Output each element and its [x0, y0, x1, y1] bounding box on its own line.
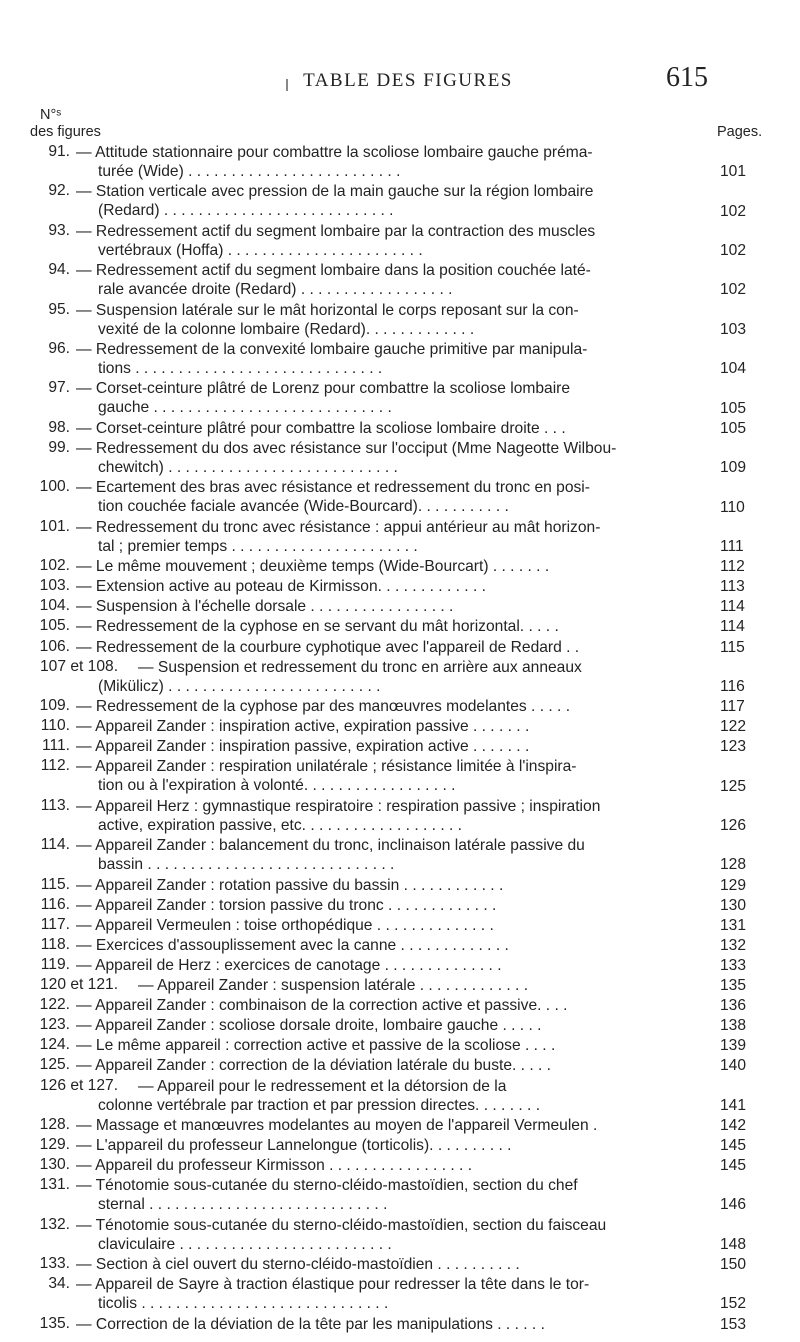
figure-caption [76, 996, 706, 1015]
caption-line: turée (Wide) . . . . . . . . . . . . . . . . . . . . . . . . . [98, 163, 401, 180]
figure-page-number: 128 [720, 856, 747, 874]
caption-line: — Le même mouvement ; deuxième temps (Wide-Bourcart) . . . . . . . [76, 558, 550, 576]
figure-page-number: 114 [720, 598, 745, 616]
caption-line: tion ou à l'expiration à volonté. . . . . . . . . . . . . . . . . . [98, 777, 456, 795]
figure-page-number: 152 [720, 1295, 747, 1313]
figure-page-number: 150 [720, 1256, 747, 1273]
figure-page-number: 102 [720, 242, 747, 260]
caption-line: — L'appareil du professeur Lannelongue (torticolis). . . . . . . . . . [76, 1137, 512, 1154]
figure-page-number: 105 [720, 399, 747, 417]
caption-line: — Redressement de la cyphose par des manœuvres modelantes . . . . . [76, 698, 571, 715]
figure-page-number: 148 [720, 1235, 747, 1253]
figure-page-number: 131 [720, 916, 747, 934]
figure-number: 123. [39, 1016, 70, 1034]
figure-page-number: 138 [720, 1017, 747, 1035]
caption-line: — Redressement de la courbure cyphotique avec l'appareil de Redard . . [76, 638, 580, 656]
caption-line: vexité de la colonne lombaire (Redard). . . . . . . . . . . . . [98, 320, 475, 338]
figure-number: 91. [48, 143, 70, 160]
figure-page-number: 117 [720, 698, 745, 715]
caption-line: (Redard) . . . . . . . . . . . . . . . . . . . . . . . . . . . [98, 202, 394, 220]
caption-line: — Appareil de Herz : exercices de canotage . . . . . . . . . . . . . . [76, 956, 502, 974]
figure-caption [76, 1136, 706, 1155]
caption-line: tion couchée faciale avancée (Wide-Bourcard). . . . . . . . . . . [98, 498, 509, 516]
figure-page-number: 110 [720, 498, 745, 516]
figure-number: 111. [41, 737, 70, 755]
caption-line: gauche . . . . . . . . . . . . . . . . . . . . . . . . . . . . [98, 399, 392, 417]
figure-caption [76, 557, 706, 576]
figure-caption [76, 697, 706, 716]
figure-number: 130. [39, 1156, 70, 1174]
figure-page-number: 141 [720, 1096, 747, 1114]
figure-caption [76, 1036, 706, 1055]
caption-line: (Mikülicz) . . . . . . . . . . . . . . . . . . . . . . . . . [98, 677, 381, 695]
figure-caption [76, 222, 706, 260]
figure-number: 131. [39, 1176, 70, 1194]
figure-caption [76, 1077, 706, 1115]
caption-line: — Ténotomie sous-cutanée du sterno-cléido-mastoïdien, section du faisceau [76, 1216, 607, 1234]
figure-caption [76, 1315, 706, 1334]
caption-line: sternal . . . . . . . . . . . . . . . . . . . . . . . . . . . . [98, 1196, 388, 1214]
caption-line: — Appareil Herz : gymnastique respiratoire : respiration passive ; inspiration [76, 797, 601, 815]
caption-line: — Corset-ceinture plâtré de Lorenz pour combattre la scoliose lombaire [76, 380, 571, 398]
caption-line: — Redressement de la convexité lombaire gauche primitive par manipula- [76, 341, 588, 358]
figure-page-number: 140 [720, 1057, 747, 1075]
figure-number: 94. [48, 261, 70, 279]
figure-number: 115. [40, 875, 70, 893]
figure-number: 102. [39, 557, 70, 575]
figure-caption [76, 836, 706, 874]
caption-line: ticolis . . . . . . . . . . . . . . . . . . . . . . . . . . . . . [98, 1295, 389, 1313]
figure-page-number: 142 [720, 1116, 747, 1134]
figure-number: 106. [39, 637, 70, 655]
figure-page-number: 146 [720, 1196, 747, 1214]
caption-line: — Redressement de la cyphose en se servant du mât horizontal. . . . . [76, 618, 559, 636]
caption-line: rale avancée droite (Redard) . . . . . . . . . . . . . . . . . . [98, 281, 453, 299]
figure-page-number: 153 [720, 1315, 747, 1333]
figure-caption [76, 717, 706, 736]
column-label-numbers: N°ˢ [40, 107, 62, 123]
figure-caption [76, 976, 706, 995]
caption-line: bassin . . . . . . . . . . . . . . . . . . . . . . . . . . . . . [98, 856, 395, 874]
caption-line: — Appareil du professeur Kirmisson . . . . . . . . . . . . . . . . . [76, 1157, 473, 1175]
figure-caption [76, 956, 706, 975]
caption-line: — Correction de la déviation de la tête par les manipulations . . . . . . [76, 1315, 545, 1333]
figure-number: 126 et 127. [40, 1076, 119, 1094]
caption-line: active, expiration passive, etc. . . . . . . . . . . . . . . . . . . [98, 816, 462, 834]
caption-line: — Appareil Zander : inspiration passive, expiration active . . . . . . . [76, 738, 530, 756]
figure-number: 128. [39, 1115, 70, 1133]
caption-line: — Suspension latérale sur le mât horizontal le corps reposant sur la con- [76, 301, 579, 319]
caption-line: — Appareil Zander : correction de la déviation latérale du buste. . . . . [76, 1057, 552, 1075]
figure-caption [76, 1255, 706, 1274]
figure-number: 114. [40, 836, 70, 854]
caption-line: — Extension active au poteau de Kirmisson. . . . . . . . . . . . . [76, 578, 486, 596]
figure-caption [76, 340, 706, 378]
figure-page-number: 125 [720, 777, 747, 795]
caption-line: vertébraux (Hoffa) . . . . . . . . . . . . . . . . . . . . . . . [98, 241, 423, 259]
figure-number: 117. [40, 915, 70, 933]
figure-number: 113. [40, 796, 70, 814]
caption-line: colonne vertébrale par traction et par pression directes. . . . . . . . [98, 1096, 541, 1114]
figure-number: 95. [48, 300, 70, 318]
caption-line: claviculaire . . . . . . . . . . . . . . . . . . . . . . . . . [98, 1235, 392, 1253]
caption-line: — Appareil Zander : rotation passive du bassin . . . . . . . . . . . . [76, 876, 504, 894]
caption-line: — Section à ciel ouvert du sterno-cléido-mastoïdien . . . . . . . . . . [76, 1256, 520, 1273]
figure-caption [76, 896, 706, 915]
caption-line: — Appareil Zander : balancement du tronc, inclinaison latérale passive du [76, 837, 585, 855]
caption-line: — Suspension à l'échelle dorsale . . . . . . . . . . . . . . . . . [76, 598, 454, 616]
figure-caption [76, 1116, 706, 1135]
figure-number: 93. [48, 221, 70, 239]
figure-page-number: 133 [720, 956, 747, 974]
caption-line: — Ténotomie sous-cutanée du sterno-cléido-mastoïdien, section du chef [76, 1177, 578, 1195]
caption-line: — Redressement actif du segment lombaire dans la position couchée laté- [76, 262, 591, 280]
figure-page-number: 101 [720, 163, 747, 181]
figure-number: 124. [39, 1036, 70, 1054]
caption-line: — Corset-ceinture plâtré pour combattre la scoliose lombaire droite . . . [76, 419, 566, 437]
figure-number: 132. [39, 1215, 70, 1233]
caption-line: — Appareil Zander : inspiration active, expiration passive . . . . . . . [76, 718, 530, 736]
caption-line: — Appareil pour le redressement et la détorsion de la [138, 1077, 507, 1095]
figure-caption [76, 419, 706, 438]
figure-caption [76, 1176, 706, 1214]
figure-caption [76, 577, 706, 596]
figure-page-number: 145 [720, 1137, 747, 1154]
figure-number: 109. [39, 697, 70, 714]
figure-number: 104. [39, 597, 70, 615]
caption-line: chewitch) . . . . . . . . . . . . . . . . . . . . . . . . . . . [98, 458, 398, 476]
figure-number: 103. [39, 577, 70, 595]
figure-page-number: 109 [720, 459, 747, 477]
figure-caption [76, 597, 706, 616]
figure-page-number: 123 [720, 738, 747, 756]
figure-caption [76, 617, 706, 636]
figure-caption [76, 916, 706, 935]
caption-line: — Redressement du dos avec résistance sur l'occiput (Mme Nageotte Wilbou- [76, 439, 617, 457]
figure-page-number: 105 [720, 419, 747, 437]
figure-page-number: 135 [720, 977, 747, 994]
figure-page-number: 126 [720, 816, 747, 834]
figure-caption [76, 658, 706, 696]
caption-line: — Appareil Zander : scoliose dorsale droite, lombaire gauche . . . . . [76, 1017, 542, 1035]
figure-caption [76, 301, 706, 339]
figure-page-number: 145 [720, 1157, 747, 1175]
figure-caption [76, 261, 706, 299]
figure-caption [76, 379, 706, 417]
figure-caption [76, 1275, 706, 1313]
figure-page-number: 111 [720, 537, 744, 555]
figure-number: 34. [48, 1275, 70, 1293]
caption-line: — Appareil Zander : suspension latérale . . . . . . . . . . . . . [138, 977, 529, 994]
caption-line: — Exercices d'assouplissement avec la canne . . . . . . . . . . . . . [76, 936, 509, 954]
caption-line: tions . . . . . . . . . . . . . . . . . . . . . . . . . . . . . [98, 360, 383, 377]
figure-number: 116. [40, 895, 70, 913]
figure-number: 135. [39, 1314, 70, 1332]
figure-caption [76, 876, 706, 895]
caption-line: — Station verticale avec pression de la main gauche sur la région lombaire [76, 183, 594, 201]
figure-caption [76, 1056, 706, 1075]
figure-number: 119. [40, 955, 70, 973]
figure-caption [76, 1156, 706, 1175]
figure-page-number: 114 [720, 618, 745, 636]
figure-number: 125. [39, 1056, 70, 1074]
figure-page-number: 102 [720, 202, 747, 220]
column-label-pages: Pages. [717, 124, 763, 140]
figure-number: 122. [39, 996, 70, 1014]
figure-page-number: 132 [720, 936, 747, 954]
figure-caption [76, 1216, 706, 1254]
figure-caption [76, 757, 706, 795]
figure-number: 101. [39, 517, 70, 535]
figure-number: 99. [48, 438, 70, 456]
figure-page-number: 102 [720, 281, 747, 299]
figure-caption [76, 936, 706, 955]
figure-page-number: 103 [720, 320, 747, 338]
figure-page-number: 113 [720, 578, 745, 596]
figure-number: 92. [48, 182, 70, 200]
figure-page-number: 115 [720, 638, 745, 656]
figure-caption [76, 518, 706, 556]
figure-caption [76, 1016, 706, 1035]
figure-number: 97. [48, 379, 70, 397]
caption-line: — Appareil Zander : combinaison de la correction active et passive. . . . [76, 997, 568, 1015]
figure-caption [76, 182, 706, 220]
caption-line: — Le même appareil : correction active et passive de la scoliose . . . . [76, 1037, 556, 1055]
figure-number: 133. [39, 1255, 70, 1272]
caption-line: — Appareil Zander : torsion passive du tronc . . . . . . . . . . . . . [76, 896, 497, 914]
caption-line: — Redressement actif du segment lombaire par la contraction des muscles [76, 222, 596, 240]
figure-page-number: 139 [720, 1037, 747, 1055]
caption-line: — Redressement du tronc avec résistance : appui antérieur au mât horizon- [76, 518, 601, 536]
figure-number: 98. [48, 418, 70, 436]
figure-number: 105. [39, 617, 70, 635]
figure-number: 100. [39, 478, 70, 496]
figure-page-number: 104 [720, 360, 747, 378]
caption-line: — Suspension et redressement du tronc en arrière aux anneaux [138, 658, 582, 676]
figure-caption [76, 797, 706, 835]
figure-number: 110. [40, 717, 70, 735]
page-title: TABLE DES FIGURES [303, 70, 513, 91]
caption-line: — Attitude stationnaire pour combattre la scoliose lombaire gauche préma- [76, 144, 593, 161]
figure-page-number: 130 [720, 896, 747, 914]
figure-page-number: 136 [720, 997, 747, 1015]
caption-line: tal ; premier temps . . . . . . . . . . . . . . . . . . . . . . [98, 537, 418, 555]
page-number: 615 [666, 62, 708, 93]
figure-number: 120 et 121. [40, 976, 119, 993]
figure-number: 96. [48, 340, 70, 357]
figure-caption [76, 143, 706, 181]
figure-caption [76, 638, 706, 657]
caption-line: — Appareil de Sayre à traction élastique pour redresser la tête dans le tor- [76, 1276, 590, 1294]
figure-page-number: 116 [720, 677, 745, 695]
caption-line: — Massage et manœuvres modelantes au moyen de l'appareil Vermeulen . [76, 1116, 598, 1134]
caption-line: — Appareil Zander : respiration unilatérale ; résistance limitée à l'inspira- [76, 758, 577, 776]
figure-number: 107 et 108. [40, 657, 119, 675]
figure-caption [76, 737, 706, 756]
figure-caption [76, 478, 706, 516]
figure-page-number: 122 [720, 718, 747, 736]
figure-number: 129. [39, 1136, 70, 1153]
figure-caption [76, 439, 706, 477]
caption-line: — Ecartement des bras avec résistance et redressement du tronc en posi- [76, 479, 590, 497]
figure-page-number: 129 [720, 876, 747, 894]
figure-number: 118. [40, 935, 70, 953]
column-label-figures: des figures [30, 124, 101, 140]
figure-page-number: 112 [720, 558, 745, 576]
figure-number: 112. [40, 757, 70, 775]
caption-line: — Appareil Vermeulen : toise orthopédique . . . . . . . . . . . . . . [76, 916, 494, 934]
